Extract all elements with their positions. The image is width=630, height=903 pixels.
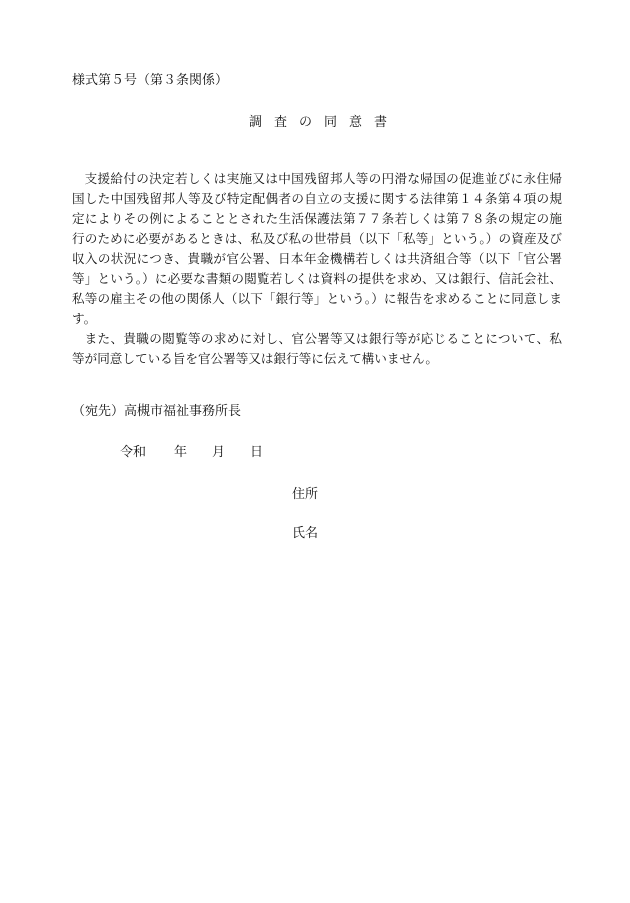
address-label: 住所 — [292, 487, 319, 502]
document-title: 調査の同意書 — [249, 115, 400, 130]
date-year-label: 年 — [174, 445, 188, 460]
date-month-label: 月 — [212, 445, 226, 460]
consent-body — [72, 169, 562, 369]
name-label: 氏名 — [292, 526, 319, 541]
notification-paragraph: また、貴職の閲覧等の求めに対し、官公署等又は銀行等が応じることについて、私等が同意している旨を官公署等又は銀行等に伝えて構いません。 — [72, 331, 562, 366]
date-era: 令和 — [120, 445, 147, 460]
date-line — [120, 445, 280, 461]
consent-paragraph: 支援給付の決定若しくは実施又は中国残留邦人等の円滑な帰国の促進並びに永住帰国した中国残留邦人等及び特定配偶者の自立の支援に関する法律第１４条第４項の規定によりその例によることとされた生活保護法第７７条若しくは第７８条の規定の施行のために必要があるときは、私及び私の世帯員（以下「私等」という。）の資産及び収入の状況につき、貴職が官公署、日本年金機構若しくは共済組合等（以下「官公署等」という。）に必要な書類の閲覧若しくは資料の提供を求め、又は銀行、信託会社、私等の雇主その他の関係人（以下「銀行等」という。）に報告を求めることに同意します。 — [72, 171, 563, 326]
date-day-label: 日 — [250, 445, 264, 460]
form-number: 様式第５号（第３条関係） — [72, 73, 229, 88]
addressee: （宛先）高槻市福祉事務所長 — [72, 404, 242, 419]
